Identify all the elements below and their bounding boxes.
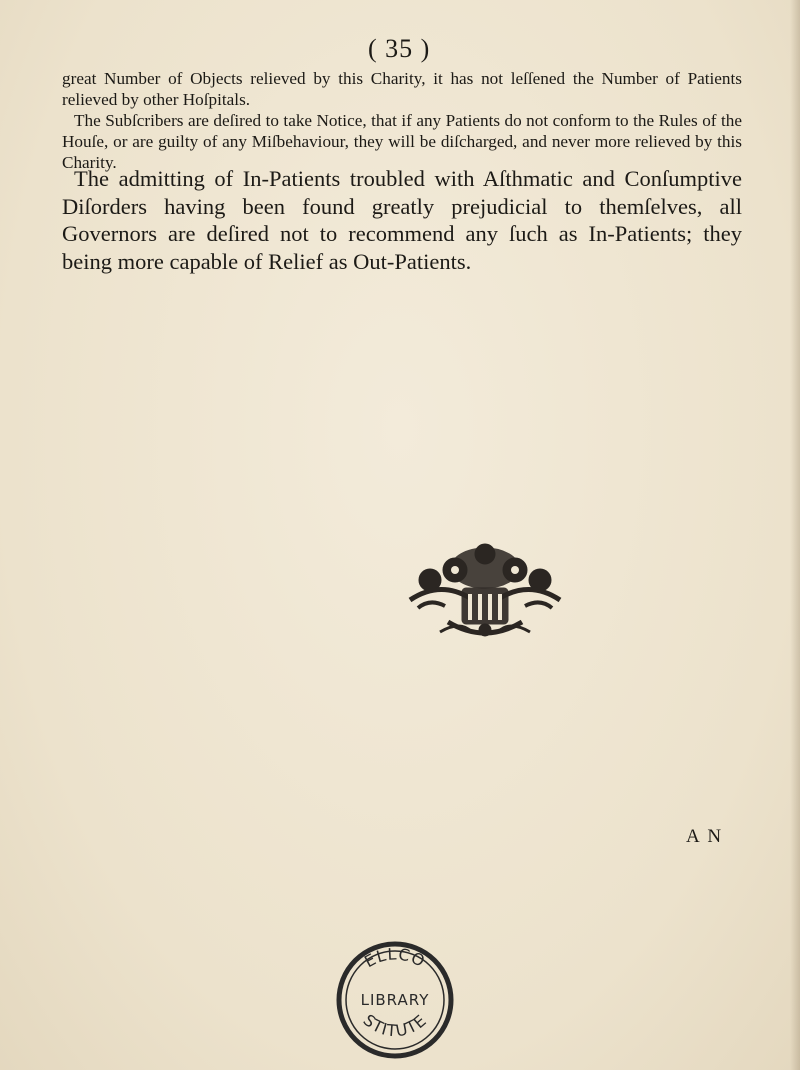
library-stamp-icon (330, 938, 460, 1063)
paragraph-subscribers-notice: The Subſcribers are deſired to take Notice, that if any Patients do not conform to the Rules of the Houſe, or are guilty of any Miſbehaviour, they will be diſcharged, and never more relieved by this Charity. (62, 111, 742, 172)
stamp-text-library: LIBRARY (360, 991, 430, 1009)
stamp-text-top: ELLCO (361, 944, 429, 972)
stamp-text-bottom: STITUTE (359, 1010, 431, 1041)
floral-basket-ornament-icon (400, 540, 570, 640)
page-edge (790, 0, 800, 1070)
catchword: A N (686, 826, 724, 847)
page-number: ( 35 ) (368, 34, 431, 63)
paragraph-in-patients: The admitting of In-Patients troubled with Aſthmatic and Conſumptive Diſorders having been found greatly prejudicial to themſelves, all Governors are deſired not to recommend any ſuch as In-Patients; they being more capable of Relief as Out-Patients. (62, 166, 742, 274)
paragraph-charity-objects: great Number of Objects relieved by this Charity, it has not leſſened the Number of Patients relieved by other Hoſpitals. (62, 69, 742, 109)
svg-text:STITUTE (360, 1010, 431, 1040)
